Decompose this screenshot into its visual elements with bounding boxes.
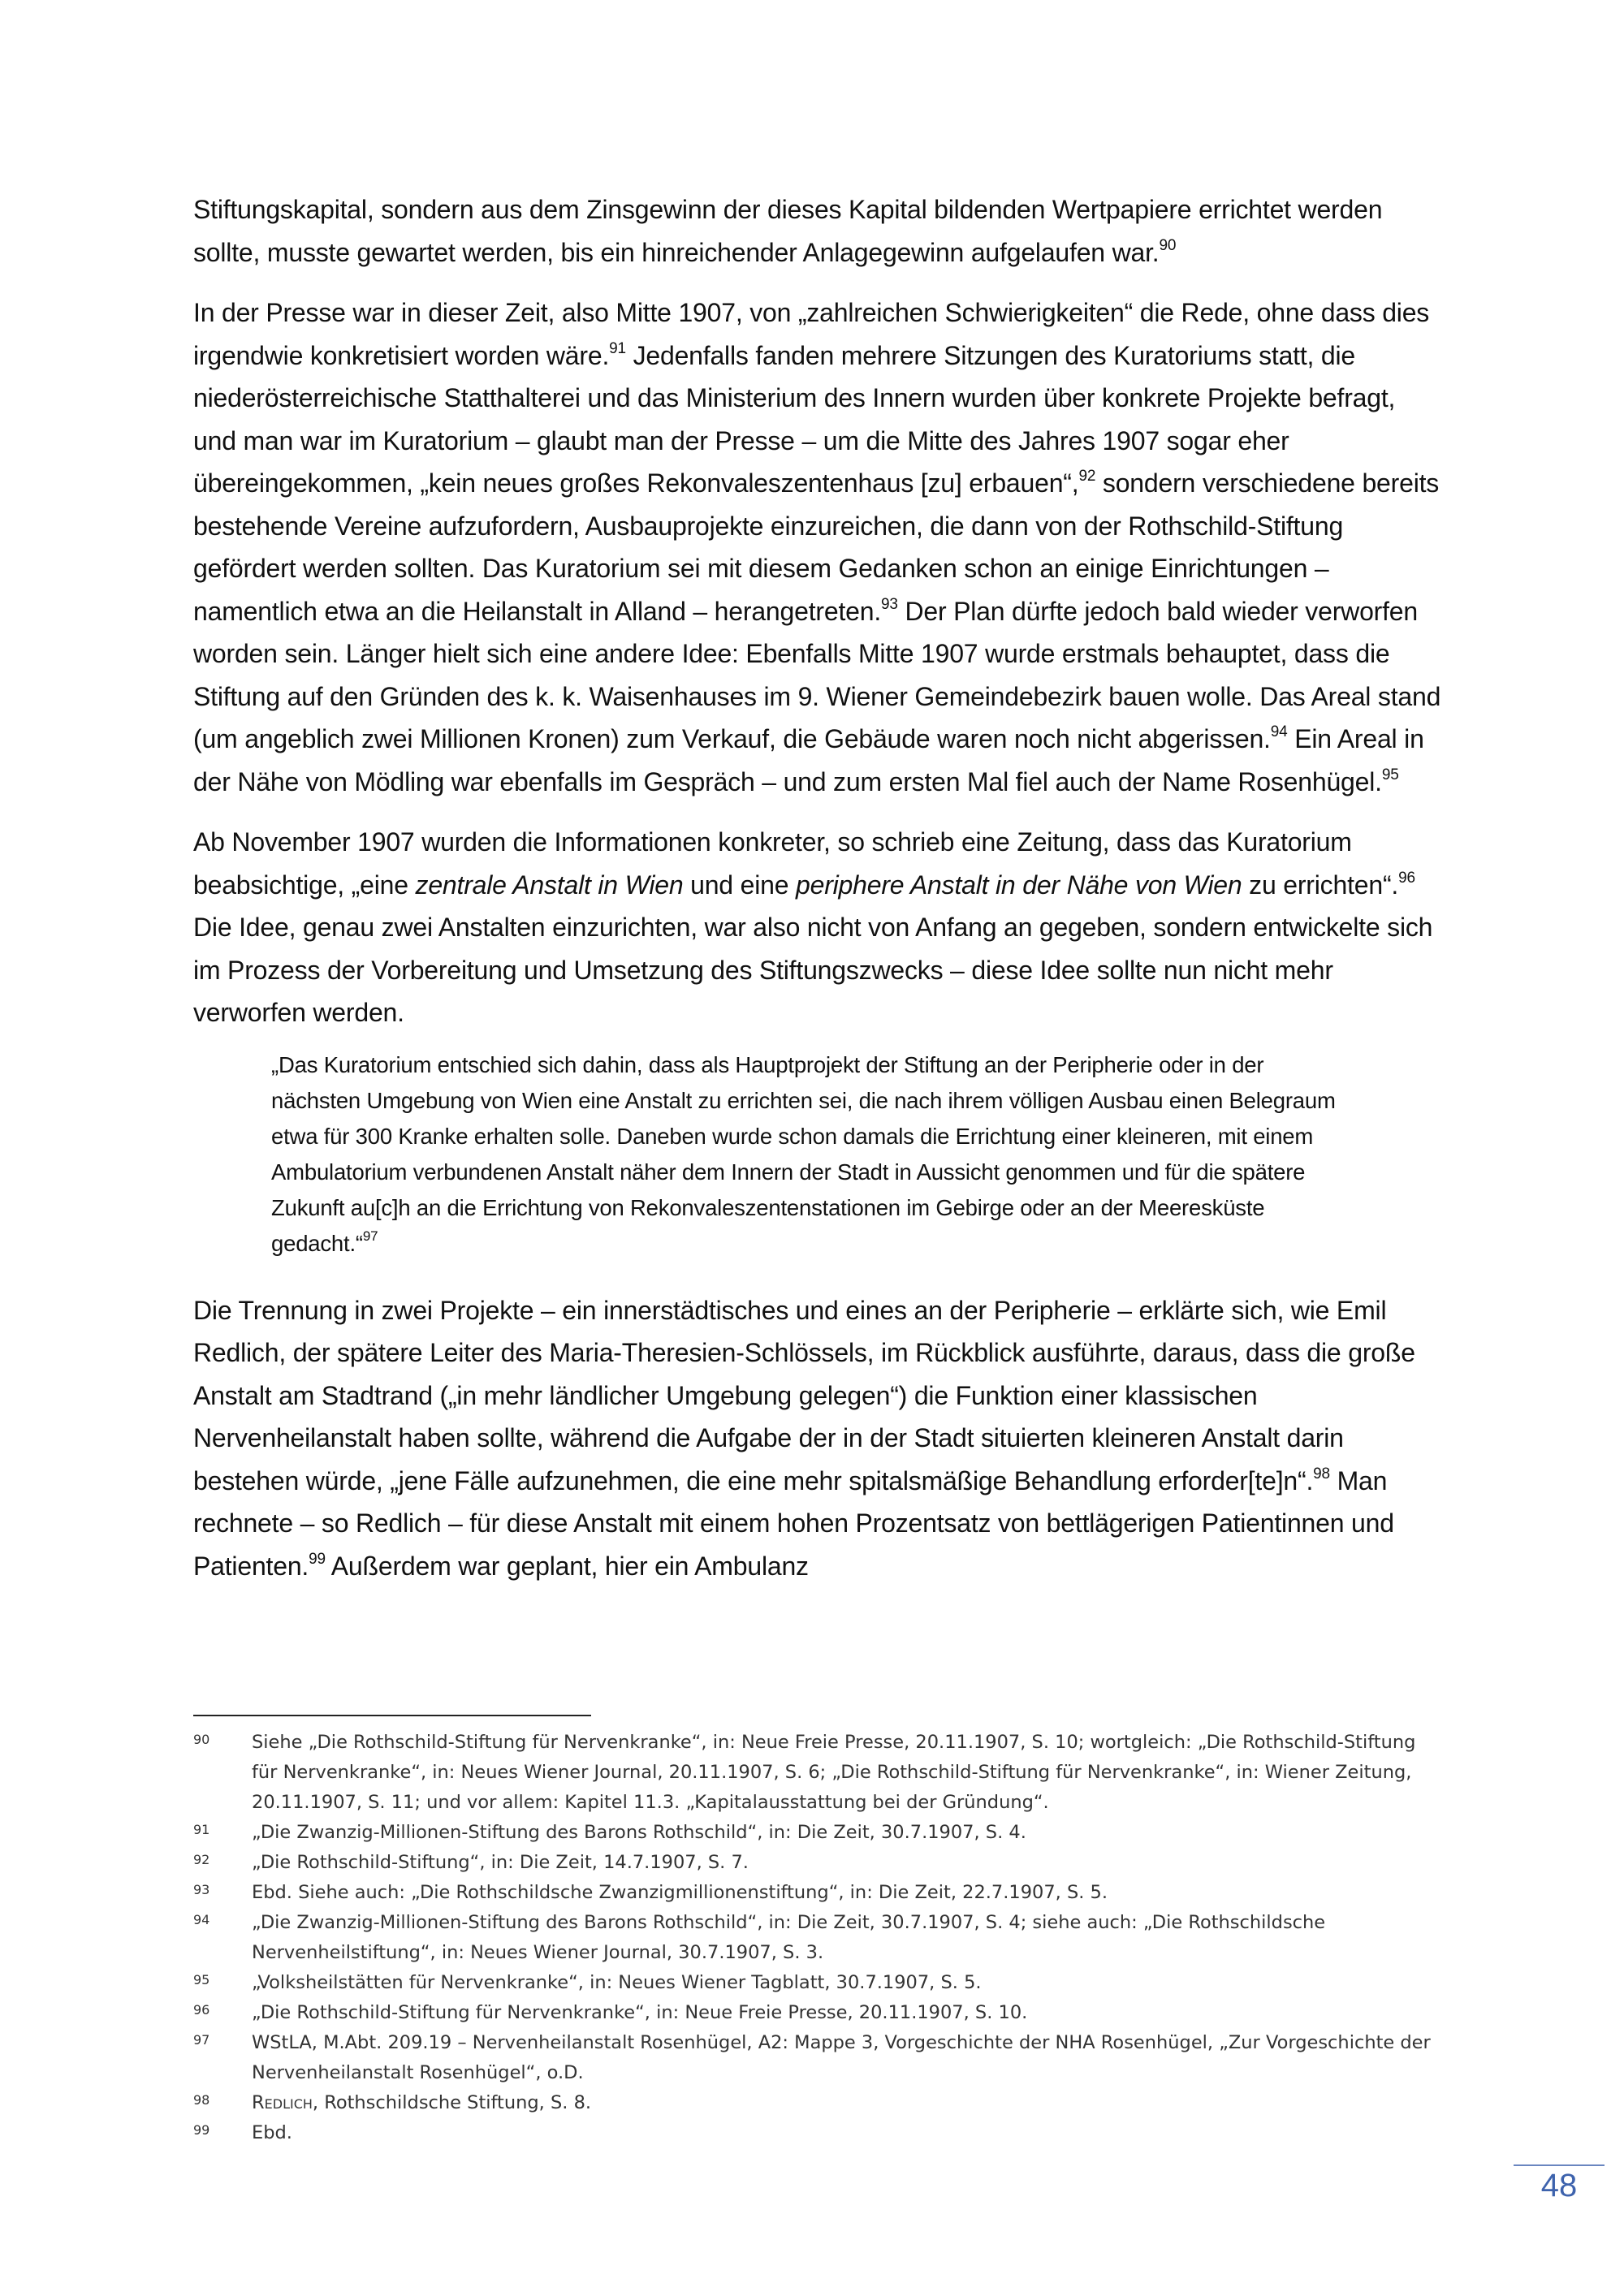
- footnote-text: „Die Zwanzig-Millionen-Stiftung des Barons Rothschild“, in: Die Zeit, 30.7.1907, S. 4; siehe auch: „Die Rothschildsche Nervenheilstiftung“, in: Neues Wiener Journal, 30.7.1907, S. 3.: [252, 1912, 1326, 1963]
- paragraph-4: Die Trennung in zwei Projekte – ein innerstädtisches und eines an der Peripherie – erklärte sich, wie Emil Redlich, der spätere Leiter des Maria-Theresien-Schlössels, im Rückblick ausführte, daraus, dass die große Anstalt am Stadtrand („in mehr ländlicher Umgebung gelegen“) die Funktion einer klassischen Nervenheilanstalt haben sollte, während die Aufgabe der in der Stadt situierten kleineren Anstalt darin bestehen würde, „jene Fälle aufzunehmen, die eine mehr spitalsmäßige Behandlung erforder[te]n“.$^{98}$ Man rechnete – so Redlich – für diese Anstalt mit einem hohen Prozentsatz von bettlägerigen Patientinnen und Patienten.$^{99}$ Außerdem war geplant, hier ein Ambulanz: [193, 1295, 1415, 1581]
- footnote-number: 94: [193, 1912, 210, 1927]
- footnote-number: 92: [193, 1852, 210, 1867]
- paragraph-2: In der Presse war in dieser Zeit, also Mitte 1907, von „zahlreichen Schwierigkeiten“ die Rede, ohne dass dies irgendwie konkretisiert worden wäre.$^{91}$ Jedenfalls fanden mehrere Sitzungen des Kuratoriums statt, die niederösterreichische Statthalterei und das Ministerium des Innern wurden über konkrete Projekte befragt, und man war im Kuratorium – glaubt man der Presse – um die Mitte des Jahres 1907 sogar eher übereingekommen, „kein neues großes Rekonvaleszentenhaus [zu] erbauen“,$^{92}$ sondern verschiedene bereits bestehende Vereine aufzufordern, Ausbauprojekte einzureichen, die dann von der Rothschild-Stiftung gefördert werden sollten. Das Kuratorium sei mit diesem Gedanken schon an einige Einrichtungen – namentlich etwa an die Heilanstalt in Alland – herangetreten.$^{93}$ Der Plan dürfte jedoch bald wieder verworfen worden sein. Länger hielt sich eine andere Idee: Ebenfalls Mitte 1907 wurde erstmals behauptet, dass die Stiftung auf den Gründen des k. k. Waisenhauses im 9. Wiener Gemeindebezirk bauen wolle. Das Areal stand (um angeblich zwei Millionen Kronen) zum Verkauf, die Gebäude waren noch nicht abgerissen.$^{94}$ Ein Areal in der Nähe von Mödling war ebenfalls im Gespräch – und zum ersten Mal fiel auch der Name Rosenhügel.$^{95}$: [193, 298, 1441, 796]
- footnote-number: 97: [193, 2032, 210, 2048]
- footnotes: [193, 1728, 1444, 2148]
- page-number: 48: [1540, 2168, 1578, 2203]
- footnote-97: [193, 2028, 1444, 2088]
- footnote-ref-90[interactable]: 90: [1159, 236, 1177, 254]
- paragraph-1: Stiftungskapital, sondern aus dem Zinsgewinn der dieses Kapital bildenden Wertpapiere errichtet werden sollte, musste gewartet werden, bis ein hinreichender Anlagegewinn aufgelaufen war.$^{90}$: [193, 195, 1383, 267]
- footnote-91: [193, 1818, 1444, 1848]
- footnote-98: [193, 2088, 1444, 2118]
- footnote-95: [193, 1968, 1444, 1998]
- footnote-ref-93[interactable]: 93: [881, 595, 898, 613]
- footnote-ref-94[interactable]: 94: [1270, 723, 1288, 741]
- footnote-ref-98[interactable]: 98: [1313, 1465, 1330, 1482]
- footnote-text: Siehe „Die Rothschild-Stiftung für Nervenkranke“, in: Neue Freie Presse, 20.11.1907, S. 10; wortgleich: „Die Rothschild-Stiftung für Nervenkranke“, in: Neues Wiener Journal, 20.11.1907, S. 6; „Die Rothschild-Stiftung für Nervenkranke“, in: Wiener Zeitung, 20.11.1907, S. 11; und vor allem: Kapitel 11.3. „Kapitalausstattung bei der Gründung“.: [252, 1732, 1416, 1813]
- footnote-ref-91[interactable]: 91: [609, 339, 626, 357]
- paragraph-3: Ab November 1907 wurden die Informationen konkreter, so schrieb eine Zeitung, dass das Kuratorium beabsichtige, „eine zentrale Anstalt in Wien und eine periphere Anstalt in der Nähe von Wien zu errichten“.$^{96}$ Die Idee, genau zwei Anstalten einzurichten, war also nicht von Anfang an gegeben, sondern entwickelte sich im Prozess der Vorbereitung und Umsetzung des Stiftungszwecks – diese Idee sollte nun nicht mehr verworfen werden.: [193, 827, 1433, 1027]
- footnote-number: 93: [193, 1882, 210, 1897]
- footnote-ref-95[interactable]: 95: [1381, 766, 1399, 783]
- footnote-number: 91: [193, 1822, 210, 1837]
- footnote-ref-96[interactable]: 96: [1398, 869, 1415, 887]
- footnote-ref-92[interactable]: 92: [1078, 468, 1096, 486]
- block-quote: „Das Kuratorium entschied sich dahin, dass als Hauptprojekt der Stiftung an der Peripherie oder in der nächsten Umgebung von Wien eine Anstalt zu errichten sei, die nach ihrem völligen Ausbau einen Belegraum etwa für 300 Kranke erhalten solle. Daneben wurde schon damals die Errichtung einer kleineren, mit einem Ambulatorium verbundenen Anstalt näher dem Innern der Stadt in Aussicht genommen und für die spätere Zukunft au[c]h an die Errichtung von Rekonvaleszentenstationen im Gebirge oder an der Meeresküste gedacht.“$^{97}$: [271, 1051, 1336, 1256]
- footnote-number: 90: [193, 1732, 210, 1747]
- footnote-number: 98: [193, 2092, 210, 2108]
- footnote-93: [193, 1878, 1444, 1908]
- footnote-ref-99[interactable]: 99: [309, 1550, 326, 1568]
- footnote-text: „Die Rothschild-Stiftung für Nervenkranke“, in: Neue Freie Presse, 20.11.1907, S. 10.: [252, 2002, 1028, 2023]
- footnote-text: „Die Rothschild-Stiftung“, in: Die Zeit, 14.7.1907, S. 7.: [252, 1852, 749, 1873]
- footnote-90: [193, 1728, 1444, 1818]
- footnote-ref-97[interactable]: 97: [362, 1228, 378, 1245]
- footnote-text: „Volksheilstätten für Nervenkranke“, in: Neues Wiener Tagblatt, 30.7.1907, S. 5.: [252, 1972, 982, 1993]
- footnote-text: Ebd. Siehe auch: „Die Rothschildsche Zwanzigmillionenstiftung“, in: Die Zeit, 22.7.1907, S. 5.: [252, 1882, 1108, 1903]
- footnote-text: Redlich, Rothschildsche Stiftung, S. 8.: [252, 2092, 592, 2113]
- footnote-96: [193, 1998, 1444, 2028]
- footnote-92: [193, 1848, 1444, 1878]
- footnote-text: WStLA, M.Abt. 209.19 – Nervenheilanstalt Rosenhügel, A2: Mappe 3, Vorgeschichte der NHA Rosenhügel, „Zur Vorgeschichte der Nervenheilanstalt Rosenhügel“, o.D.: [252, 2032, 1431, 2083]
- author-smallcaps: Redlich: [252, 2092, 313, 2113]
- footnote-number: 95: [193, 1972, 210, 1987]
- page-number-rule: [1514, 2164, 1605, 2166]
- footnote-99: [193, 2118, 1444, 2148]
- footnote-94: [193, 1908, 1444, 1968]
- footnote-number: 99: [193, 2122, 210, 2138]
- main-text: [193, 188, 1444, 1605]
- footnote-separator: [193, 1715, 591, 1716]
- footnote-text: Ebd.: [252, 2122, 292, 2143]
- footnote-number: 96: [193, 2002, 210, 2018]
- footnote-text: „Die Zwanzig-Millionen-Stiftung des Barons Rothschild“, in: Die Zeit, 30.7.1907, S. 4.: [252, 1822, 1026, 1843]
